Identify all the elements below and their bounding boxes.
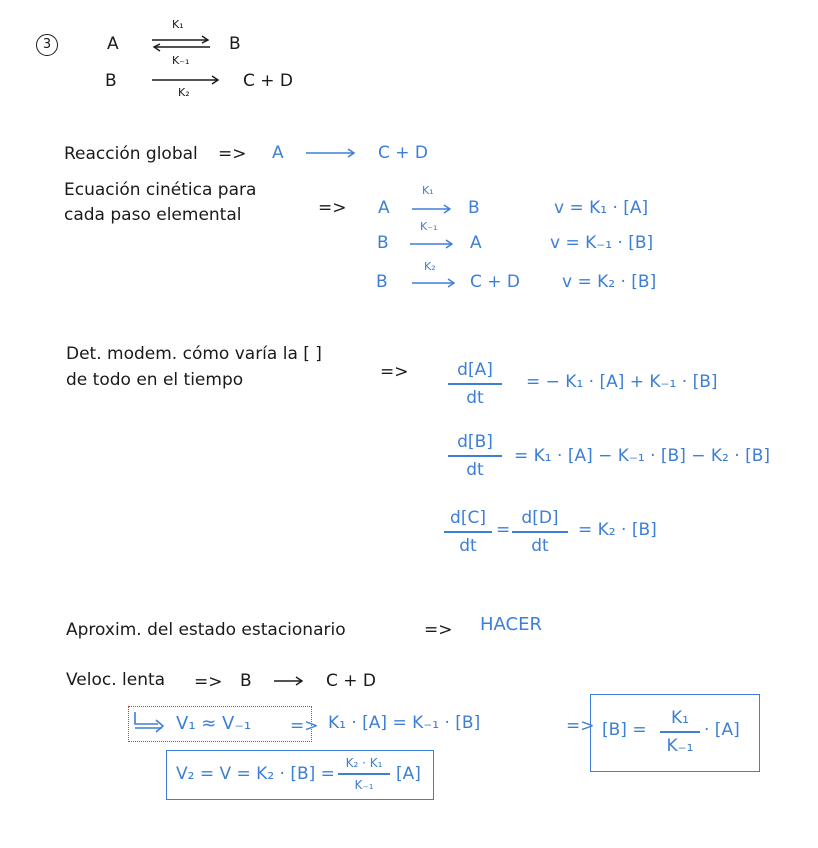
step1-k-reverse: K₋₁ bbox=[172, 54, 190, 67]
eq1-fraction: d[A] dt bbox=[448, 360, 502, 408]
kin-step2-rate: v = K₋₁ · [B] bbox=[550, 233, 654, 253]
final-rate-tail: [A] bbox=[396, 764, 421, 784]
kin-step1-left: A bbox=[378, 198, 390, 218]
eq2-rhs: = K₁ · [A] − K₋₁ · [B] − K₂ · [B] bbox=[514, 446, 770, 466]
b-result-fraction: K₁ K₋₁ bbox=[660, 708, 700, 756]
step1-reactant: A bbox=[107, 34, 119, 54]
steady-implies: => bbox=[424, 620, 453, 640]
step2-k: K₂ bbox=[178, 86, 190, 99]
kin-step3-left: B bbox=[376, 272, 388, 292]
global-arrow-icon bbox=[304, 148, 358, 158]
kin-step2-left: B bbox=[377, 233, 389, 253]
approx-implies: => bbox=[290, 716, 319, 736]
global-reactant: A bbox=[272, 143, 284, 163]
kin-step3-k: K₂ bbox=[424, 260, 436, 273]
kinetic-implies: => bbox=[318, 198, 347, 218]
forward-arrow-icon bbox=[150, 75, 222, 85]
kin-step1-k: K₁ bbox=[422, 184, 434, 197]
kinetic-label-line2: cada paso elemental bbox=[64, 205, 242, 225]
steady-label: Aproxim. del estado estacionario bbox=[66, 620, 346, 640]
kin-step2-k: K₋₁ bbox=[420, 220, 438, 233]
steady-action: HACER bbox=[480, 614, 542, 635]
equilibrium-implies: => bbox=[566, 716, 595, 736]
slow-label: Veloc. lenta bbox=[66, 670, 166, 690]
kinetic-label-line1: Ecuación cinética para bbox=[64, 180, 257, 200]
slow-arrow-icon bbox=[272, 676, 306, 686]
equilibrium-equation: K₁ · [A] = K₋₁ · [B] bbox=[328, 713, 481, 733]
problem-number: 3 bbox=[36, 34, 58, 56]
b-result-tail: · [A] bbox=[704, 720, 740, 740]
kin-step2-arrow-icon bbox=[408, 239, 456, 249]
eq3-fraction-c: d[C] dt bbox=[444, 508, 492, 556]
step2-products: C + D bbox=[243, 71, 294, 91]
kin-step3-arrow-icon bbox=[410, 278, 458, 288]
approx-expression: V₁ ≈ V₋₁ bbox=[176, 713, 252, 734]
slow-products: C + D bbox=[326, 671, 377, 691]
kin-step3-right: C + D bbox=[470, 272, 521, 292]
equilibrium-arrow-icon bbox=[150, 36, 212, 52]
final-rate-fraction: K₂ · K₁ K₋₁ bbox=[338, 756, 390, 792]
eq3-fraction-d: d[D] dt bbox=[512, 508, 568, 556]
global-label: Reacción global bbox=[64, 144, 198, 164]
kin-step1-right: B bbox=[468, 198, 480, 218]
kin-step1-rate: v = K₁ · [A] bbox=[554, 198, 649, 218]
slow-implies: => bbox=[194, 672, 223, 692]
global-implies: => bbox=[218, 144, 247, 164]
determine-implies: => bbox=[380, 362, 409, 382]
eq3-rhs: = K₂ · [B] bbox=[578, 520, 657, 540]
determine-label-line2: de todo en el tiempo bbox=[66, 370, 244, 390]
determine-label-line1: Det. modem. cómo varía la [ ] bbox=[66, 344, 322, 364]
eq1-rhs: = − K₁ · [A] + K₋₁ · [B] bbox=[526, 372, 718, 392]
kin-step1-arrow-icon bbox=[410, 204, 454, 214]
kin-step3-rate: v = K₂ · [B] bbox=[562, 272, 657, 292]
b-result-lhs: [B] = bbox=[602, 720, 647, 740]
step1-k-forward: K₁ bbox=[172, 18, 184, 31]
final-rate-lhs: V₂ = V = K₂ · [B] = bbox=[176, 764, 335, 784]
step1-product: B bbox=[229, 34, 241, 54]
kin-step2-right: A bbox=[470, 233, 482, 253]
eq2-fraction: d[B] dt bbox=[448, 432, 502, 480]
global-products: C + D bbox=[378, 143, 429, 163]
return-arrow-icon bbox=[132, 710, 166, 732]
step2-reactant: B bbox=[105, 71, 117, 91]
eq3-equals: = bbox=[496, 520, 511, 540]
slow-reactant: B bbox=[240, 671, 252, 691]
